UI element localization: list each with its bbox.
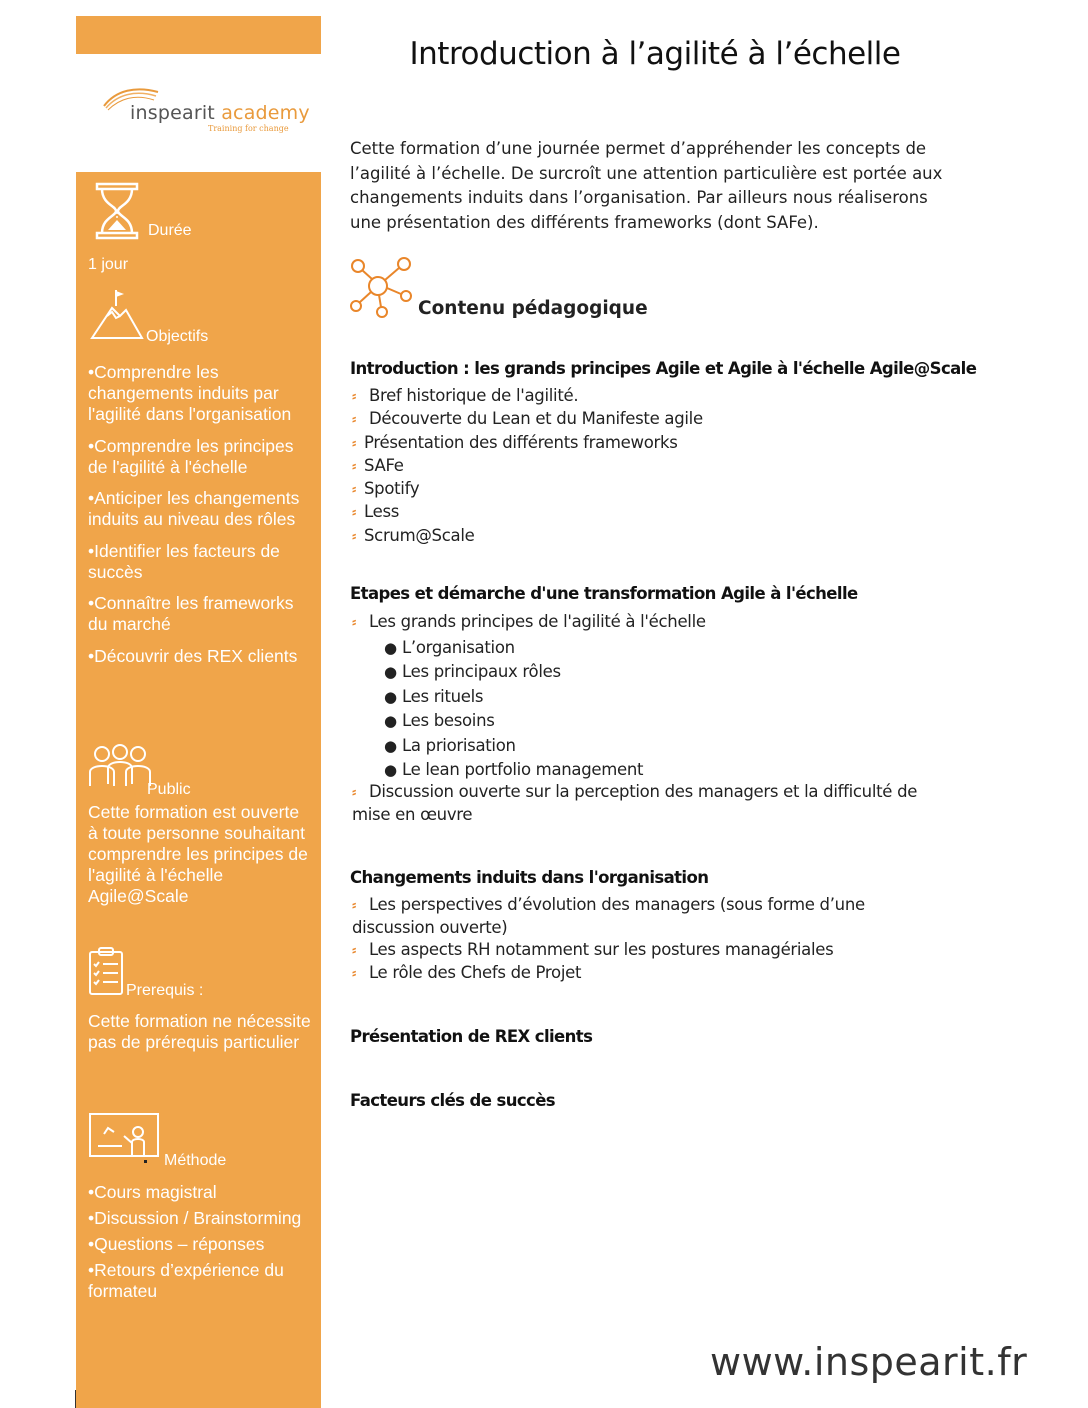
section-title: Présentation de REX clients (350, 1027, 593, 1046)
hourglass-icon (94, 182, 140, 240)
section-1-list (352, 385, 952, 548)
section-title: Etapes et démarche d'une transformation Agile à l'échelle (350, 584, 858, 603)
section-title: Introduction : les grands principes Agile et Agile à l'échelle Agile@Scale (350, 359, 977, 378)
duree-value: 1 jour (88, 256, 129, 273)
prerequis-heading: Prerequis : (126, 982, 204, 999)
contenu-heading: Contenu pédagogique (418, 298, 648, 319)
bullet-arrow-icon: ⸗ (352, 458, 357, 474)
methode-heading: Méthode (164, 1152, 227, 1169)
bullet-arrow-icon: ⸗ (352, 528, 357, 544)
section-2-list (352, 610, 952, 826)
list-item: ⸗ Discussion ouverte sur la perception des managers et la difficulté de mise en œuvre (352, 781, 918, 824)
bullet-arrow-icon: ⸗ (352, 412, 357, 428)
list-item: ⸗ Bref historique de l'agilité. (352, 385, 952, 408)
bullet-arrow-icon: ⸗ (352, 898, 357, 913)
section-title: Changements induits dans l'organisation (350, 868, 709, 887)
section-title: Facteurs clés de succès (350, 1091, 556, 1110)
list-item: ⸗ SAFe (352, 455, 952, 478)
section-3-list (352, 894, 952, 985)
sub-list-item: ● Le lean portfolio management (384, 759, 644, 779)
duree-heading: Durée (148, 222, 192, 239)
list-item: ⸗ Scrum@Scale (352, 525, 952, 548)
logo-brand-accent: academy (221, 102, 310, 124)
list-item: •Cours magistral (88, 1182, 217, 1202)
logo-wordmark (130, 102, 310, 124)
teacher-board-icon (88, 1112, 162, 1166)
people-group-icon (88, 744, 152, 788)
page-title: Introduction à l’agilité à l’échelle (409, 36, 901, 72)
sub-list-item: ● Les rituels (384, 686, 484, 706)
sub-list-item: ● L’organisation (384, 637, 515, 657)
list-item: •Retours d’expérience du formateu (88, 1260, 284, 1301)
list-item: •Questions – réponses (88, 1234, 265, 1254)
list-item: •Anticiper les changements induits au niveau des rôles (88, 488, 300, 529)
list-item: ⸗ Le rôle des Chefs de Projet (352, 962, 952, 985)
bullet-arrow-icon: ⸗ (352, 943, 357, 958)
sub-list-item: ● Les principaux rôles (384, 662, 561, 682)
methode-list (88, 1182, 313, 1307)
footer-url: www.inspearit.fr (710, 1340, 1028, 1384)
objectifs-list (88, 362, 313, 677)
list-item: •Découvrir des REX clients (88, 645, 298, 666)
bullet-arrow-icon: ⸗ (352, 615, 357, 630)
list-item: ⸗ Découverte du Lean et du Manifeste agile (352, 408, 952, 431)
list-item: •Identifier les facteurs de succès (88, 540, 280, 582)
sidebar-edge-line (75, 1390, 76, 1408)
bullet-arrow-icon: ⸗ (352, 966, 357, 981)
top-orange-bar (76, 16, 321, 54)
checklist-clipboard-icon (88, 946, 124, 996)
network-nodes-icon (348, 256, 412, 318)
public-text: Cette formation est ouverte à toute personne souhaitant comprendre les principes de l'agilité à l'échelle Agile@Scale (88, 802, 308, 906)
list-item: •Connaître les frameworks du marché (88, 593, 294, 634)
brand-logo (100, 86, 310, 146)
list-item: ⸗ Les perspectives d’évolution des managers (sous forme d’une discussion ouverte) (352, 895, 865, 937)
list-item: ⸗ Les aspects RH notamment sur les postures managériales (352, 939, 952, 962)
bullet-arrow-icon: ⸗ (352, 784, 357, 800)
bullet-arrow-icon: ⸗ (352, 505, 357, 521)
list-item: ⸗ Less (352, 501, 952, 524)
sub-list-item: ● La priorisation (384, 735, 516, 755)
list-item: ⸗ Présentation des différents frameworks (352, 432, 952, 455)
mountain-flag-icon (90, 288, 144, 340)
logo-tagline: Training for change (208, 124, 289, 133)
list-item: •Comprendre les principes de l'agilité à l'échelle (88, 435, 294, 477)
bullet-arrow-icon: ⸗ (352, 482, 357, 498)
bullet-arrow-icon: ⸗ (352, 435, 357, 451)
list-item: ⸗ Spotify (352, 478, 952, 501)
bullet-arrow-icon: ⸗ (352, 389, 357, 404)
list-item: ⸗ Les grands principes de l'agilité à l'échelle (352, 610, 952, 636)
sub-list-item: ● Les besoins (384, 711, 495, 731)
prerequis-text: Cette formation ne nécessite pas de prérequis particulier (88, 1011, 311, 1052)
intro-paragraph: Cette formation d’une journée permet d’appréhender les concepts de l’agilité à l’échelle. De surcroît une attention particulière est portée aux changements induits dans l’organisation. Par ailleurs nous réaliserons une présentation des différents frameworks (dont SAFe). (350, 139, 943, 232)
objectifs-heading: Objectifs (146, 328, 209, 345)
logo-brand-plain: inspearit (130, 102, 222, 124)
list-item: •Discussion / Brainstorming (88, 1208, 302, 1228)
list-item: •Comprendre les changements induits par l'agilité dans l'organisation (88, 362, 292, 424)
public-heading: Public (147, 781, 191, 798)
